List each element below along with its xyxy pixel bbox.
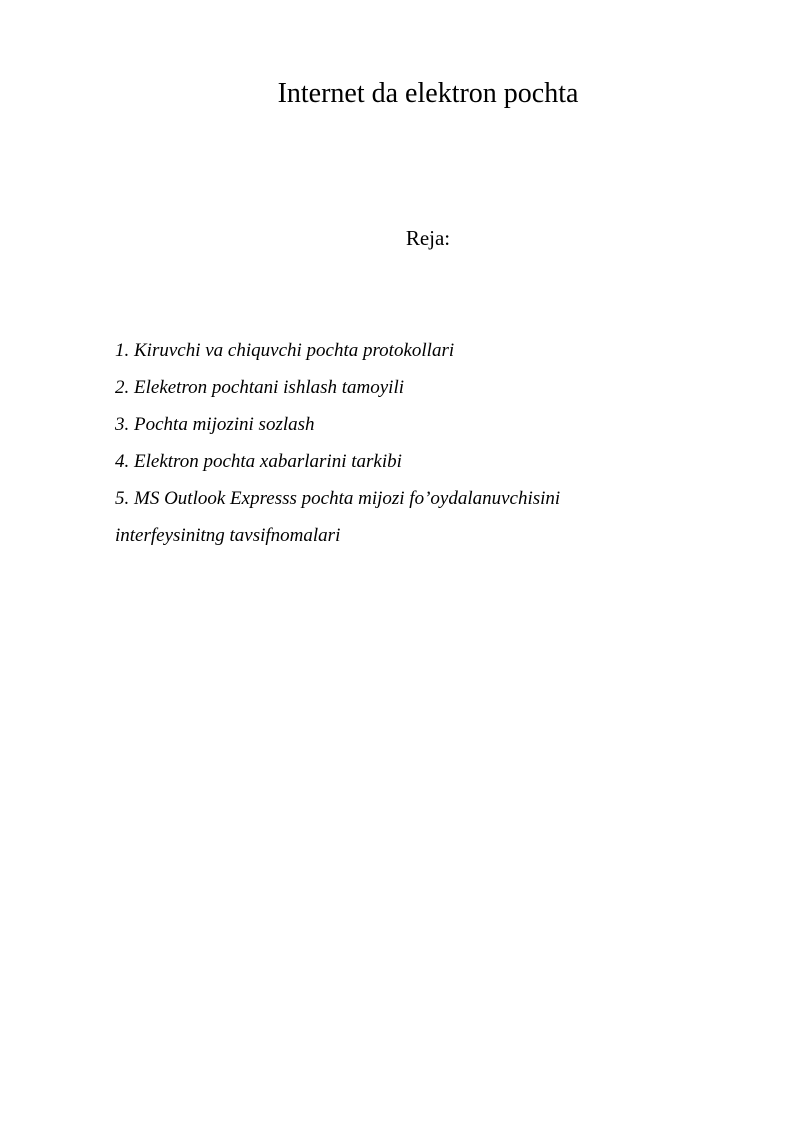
plan-list	[115, 332, 715, 554]
plan-heading: Reja:	[405, 226, 451, 250]
plan-item: 4. Elektron pochta xabarlarini tarkibi	[115, 451, 402, 472]
plan-item: 3. Pochta mijozini sozlash	[115, 414, 315, 435]
document-title: Internet da elektron pochta	[277, 78, 579, 109]
plan-item: 1. Kiruvchi va chiquvchi pochta protokollari	[115, 340, 455, 361]
plan-item: 5. MS Outlook Expresss pochta mijozi fo’oydalanuvchisini	[115, 488, 561, 509]
plan-item-continuation: interfeysinitng tavsifnomalari	[115, 525, 341, 546]
plan-item: 2. Eleketron pochtani ishlash tamoyili	[115, 377, 405, 398]
